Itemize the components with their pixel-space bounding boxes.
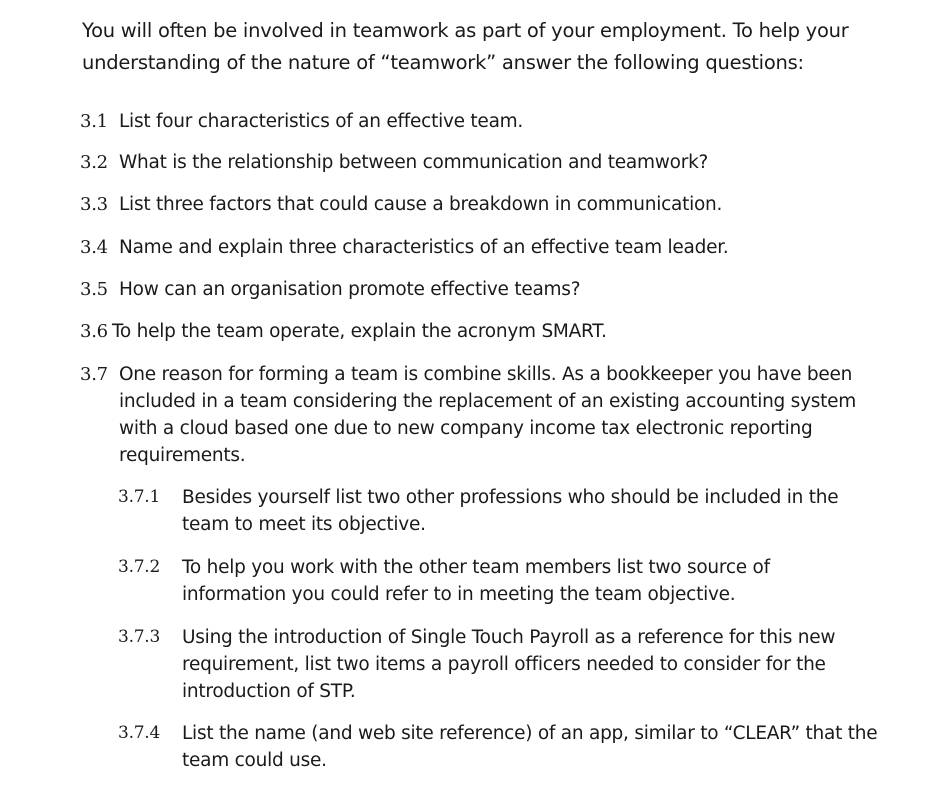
question-number: 3.1 — [80, 111, 108, 132]
question-number: 3.3 — [80, 194, 108, 215]
subquestion-text: To help you work with the other team members list two source of information you could refer to in meeting the team objective. — [182, 557, 770, 605]
question-text: Name and explain three characteristics of an effective team leader. — [119, 237, 729, 258]
subquestion-text: Using the introduction of Single Touch Payroll as a reference for this new requirement, list two items a payroll officers needed to consider for the introduction of STP. — [182, 627, 836, 702]
question-text: List four characteristics of an effective team. — [119, 111, 524, 132]
question-number: 3.6 — [80, 321, 108, 342]
subquestion-text: Besides yourself list two other professions who should be included in the team to meet its objective. — [182, 487, 839, 535]
question-number: 3.5 — [80, 279, 108, 300]
subquestion-number: 3.7.2 — [118, 557, 161, 577]
subquestion-number: 3.7.1 — [118, 487, 161, 507]
question-text: One reason for forming a team is combine skills. As a bookkeeper you have been included in a team considering the replacement of an existing accounting system with a cloud based one due to new company income tax electronic reporting requirements. — [119, 364, 857, 466]
question-number: 3.7 — [80, 364, 108, 385]
question-text: To help the team operate, explain the acronym SMART. — [112, 321, 607, 342]
subquestion-text: List the name (and web site reference) of an app, similar to “CLEAR” that the team could use. — [182, 723, 878, 771]
subquestion-number: 3.7.4 — [118, 723, 161, 743]
question-number: 3.4 — [80, 237, 108, 258]
question-text: How can an organisation promote effective teams? — [119, 279, 581, 300]
intro-paragraph: You will often be involved in teamwork as part of your employment. To help your understanding of the nature of “teamwork” answer the following questions: — [82, 19, 849, 74]
question-text: What is the relationship between communication and teamwork? — [119, 152, 709, 173]
question-number: 3.2 — [80, 152, 108, 173]
subquestion-number: 3.7.3 — [118, 627, 161, 647]
question-text: List three factors that could cause a breakdown in communication. — [119, 194, 723, 215]
